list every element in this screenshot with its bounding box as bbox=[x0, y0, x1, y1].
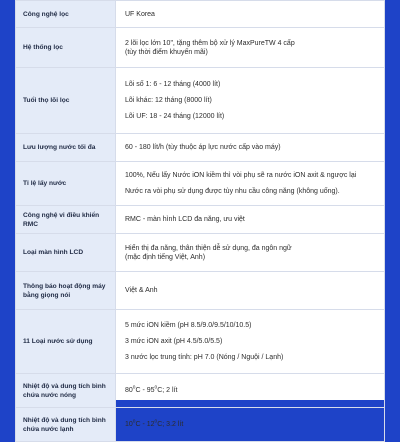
table-row bbox=[16, 374, 385, 408]
row-label: Công nghệ vi điều khiển RMC bbox=[16, 206, 116, 234]
row-label: Lưu lượng nước tối đa bbox=[16, 134, 116, 162]
spec-sheet bbox=[15, 0, 385, 433]
table-row bbox=[16, 68, 385, 134]
table-row bbox=[16, 272, 385, 310]
table-row bbox=[16, 408, 385, 442]
table-row bbox=[16, 1, 385, 28]
table-row bbox=[16, 234, 385, 272]
row-value: Hiển thị đa năng, thân thiện dễ sử dụng, đa ngôn ngữ (mặc định tiếng Việt, Anh) bbox=[116, 234, 385, 272]
row-label: Thông báo hoạt động máy bằng giọng nói bbox=[16, 272, 116, 310]
row-value: 2 lõi lọc lớn 10", tặng thêm bộ xử lý MaxPureTW 4 cấp (tùy thời điểm khuyến mãi) bbox=[116, 28, 385, 68]
table-row bbox=[16, 206, 385, 234]
row-label: Tỉ lệ lấy nước bbox=[16, 162, 116, 206]
row-label: Nhiệt độ và dung tích bình chứa nước nóng bbox=[16, 374, 116, 408]
row-value bbox=[116, 374, 385, 408]
row-label: 11 Loại nước sử dụng bbox=[16, 310, 116, 374]
row-value: Việt & Anh bbox=[116, 272, 385, 310]
hot-temperature-value: $80^0C - 95^0C$; 2 lít bbox=[125, 385, 178, 394]
row-value: 60 - 180 lít/h (tùy thuộc áp lực nước cấp vào máy) bbox=[116, 134, 385, 162]
row-label: Công nghệ lọc bbox=[16, 1, 116, 28]
cold-temperature-value: $10^0C - 12^0C$; 3.2 lít bbox=[125, 419, 184, 428]
row-label: Tuổi thọ lõi lọc bbox=[16, 68, 116, 134]
row-value: RMC - màn hình LCD đa năng, ưu việt bbox=[116, 206, 385, 234]
row-label: Loại màn hình LCD bbox=[16, 234, 116, 272]
table-row bbox=[16, 162, 385, 206]
spec-table bbox=[15, 0, 385, 442]
row-value: UF Korea bbox=[116, 1, 385, 28]
table-row bbox=[16, 134, 385, 162]
row-label: Nhiệt độ và dung tích bình chứa nước lạnh bbox=[16, 408, 116, 442]
table-row bbox=[16, 310, 385, 374]
row-value: 5 mức iON kiềm (pH 8.5/9.0/9.5/10/10.5) 3 mức iON axit (pH 4.5/5.0/5.5) 3 nước lọc trung tính: pH 7.0 (Nóng / Nguội / Lạnh) bbox=[116, 310, 385, 374]
row-value: Lõi số 1: 6 - 12 tháng (4000 lít) Lõi khác: 12 tháng (8000 lít) Lõi UF: 18 - 24 tháng (12000 lít) bbox=[116, 68, 385, 134]
row-label: Hệ thống lọc bbox=[16, 28, 116, 68]
table-row bbox=[16, 28, 385, 68]
row-value: 100%, Nếu lấy Nước iON kiềm thì vòi phụ sẽ ra nước iON axit & ngược lại Nước ra vòi phụ sử dụng được tùy nhu cầu công năng (không uống). bbox=[116, 162, 385, 206]
row-value bbox=[116, 408, 385, 442]
